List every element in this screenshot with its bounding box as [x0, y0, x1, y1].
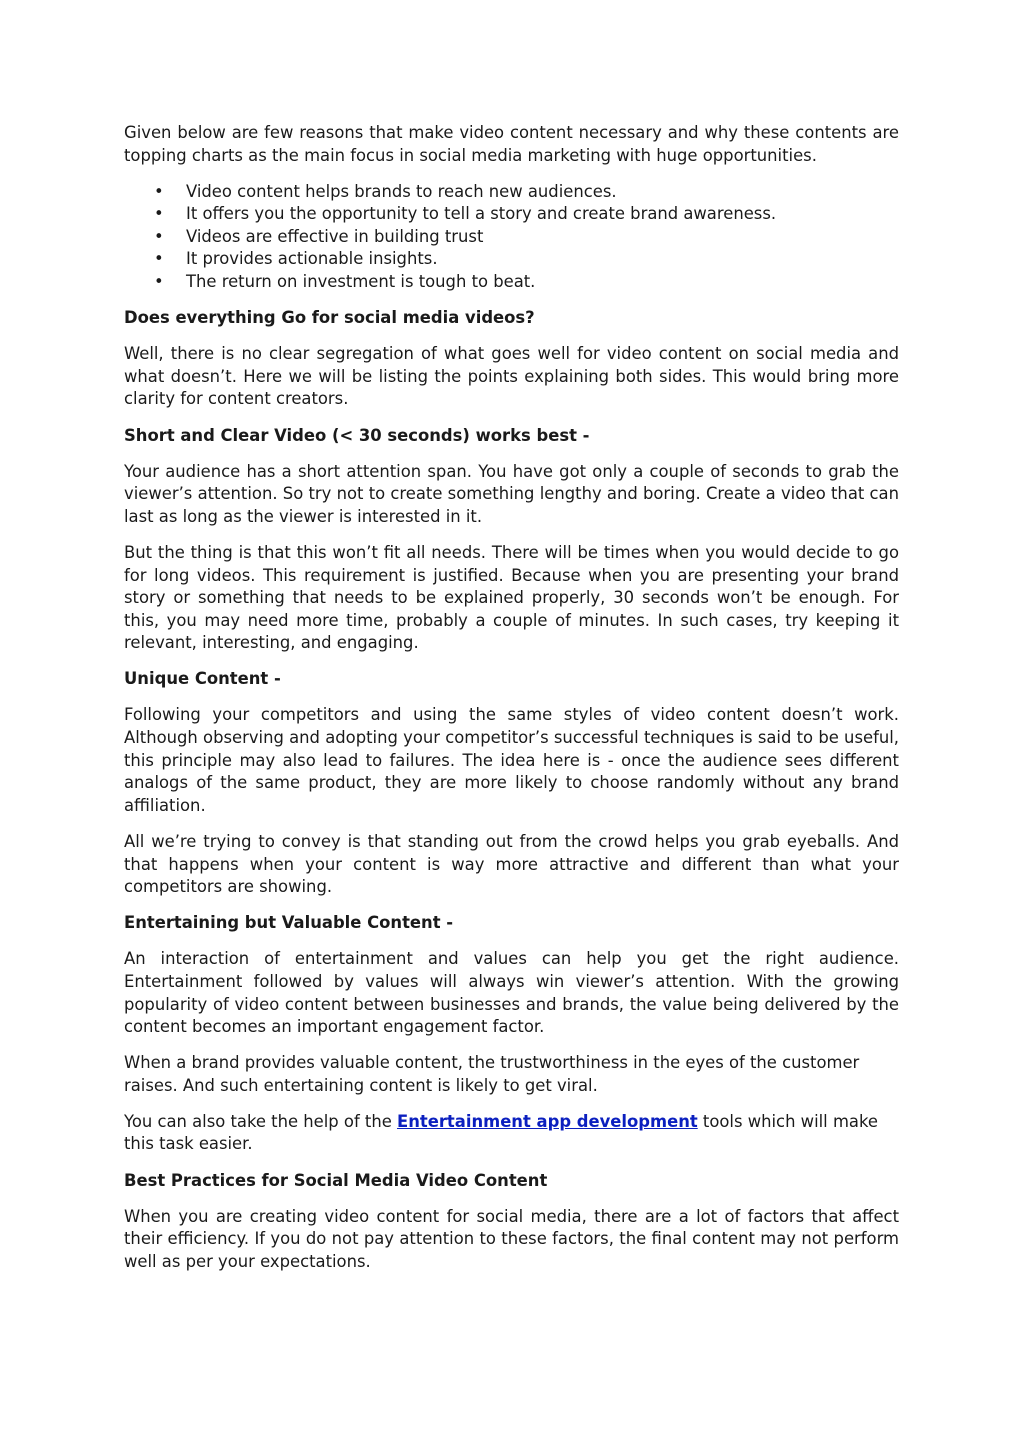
list-item-text: It offers you the opportunity to tell a story and create brand awareness.: [186, 204, 777, 224]
paragraph: But the thing is that this won’t fit all needs. There will be times when you would decide to go for long videos. This requirement is justified. Because when you are presenting your brand story or something that needs to be explained properly, 30 seconds won’t be enough. For this, you may need more time, probably a couple of minutes. In such cases, try keeping it relevant, interesting, and engaging.: [124, 542, 899, 653]
list-item-text: It provides actionable insights.: [186, 249, 438, 269]
paragraph: Your audience has a short attention span. You have got only a couple of seconds to grab the viewer’s attention. So try not to create something lengthy and boring. Create a video that can last as long as the viewer is interested in it.: [124, 461, 899, 526]
section-heading-entertaining-valuable: Entertaining but Valuable Content -: [124, 913, 454, 933]
section-heading-unique-content: Unique Content -: [124, 669, 281, 689]
list-item: [124, 226, 899, 249]
paragraph-text: tools which will make this task easier.: [124, 1111, 878, 1154]
paragraph: Well, there is no clear segregation of what goes well for video content on social media and what doesn’t. Here we will be listing the points explaining both sides. This would bring more clarity for content creators.: [124, 344, 899, 409]
paragraph: When you are creating video content for social media, there are a lot of factors that affect their efficiency. If you do not pay attention to these factors, the final content may not perform well as per your expectations.: [124, 1206, 899, 1271]
list-item-text: Videos are effective in building trust: [186, 226, 484, 246]
list-item-text: Video content helps brands to reach new audiences.: [186, 181, 617, 201]
bullet-icon: •: [154, 272, 164, 292]
section-heading-does-everything-go: Does everything Go for social media videos?: [124, 308, 535, 328]
list-item-text: The return on investment is tough to beat.: [186, 272, 536, 292]
list-item: [124, 271, 899, 294]
paragraph-with-link: [124, 1111, 899, 1156]
document-page: [124, 122, 899, 1287]
list-item: [124, 248, 899, 271]
bullet-icon: •: [154, 226, 164, 246]
intro-paragraph: Given below are few reasons that make video content necessary and why these contents are topping charts as the main focus in social media marketing with huge opportunities.: [124, 123, 899, 165]
paragraph: An interaction of entertainment and values can help you get the right audience. Entertainment followed by values will always win viewer’s attention. With the growing popularity of video content between businesses and brands, the value being delivered by the content becomes an important engagement factor.: [124, 949, 899, 1037]
list-item: [124, 181, 899, 204]
section-heading-best-practices: Best Practices for Social Media Video Content: [124, 1170, 548, 1190]
paragraph: When a brand provides valuable content, the trustworthiness in the eyes of the customer raises. And such entertaining content is likely to get viral.: [124, 1053, 860, 1095]
paragraph: All we’re trying to convey is that standing out from the crowd helps you grab eyeballs. And that happens when your content is way more attractive and different than what your competitors are showing.: [124, 831, 899, 897]
paragraph-text: You can also take the help of the: [124, 1111, 398, 1131]
paragraph: Following your competitors and using the same styles of video content doesn’t work. Although observing and adopting your competitor’s successful techniques is said to be useful, this principle may also lead to failures. The idea here is - once the audience sees different analogs of the same product, they are more likely to choose randomly without any brand affiliation.: [124, 705, 899, 815]
bullet-icon: •: [154, 181, 164, 201]
list-item: [124, 203, 899, 226]
entertainment-app-development-link[interactable]: Entertainment app development: [397, 1111, 698, 1131]
section-heading-short-clear-video: Short and Clear Video (< 30 seconds) works best -: [124, 425, 590, 445]
reasons-list: [124, 181, 899, 294]
bullet-icon: •: [154, 249, 164, 269]
bullet-icon: •: [154, 204, 164, 224]
